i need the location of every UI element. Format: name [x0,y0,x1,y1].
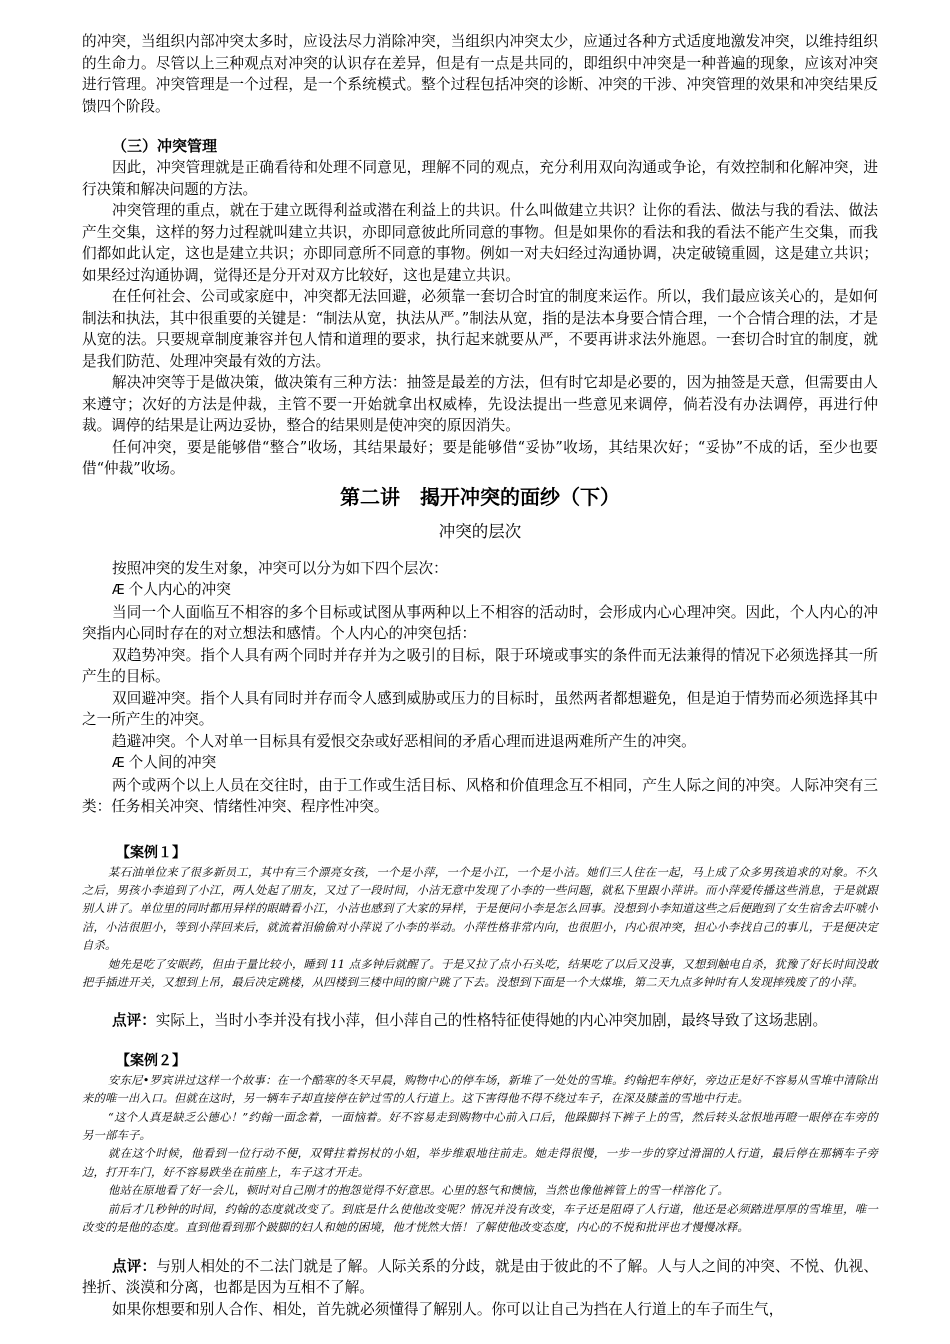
case2-paragraph-4: 他站在原地看了好一会儿，顿时对自己刚才的抱怨觉得不好意思。心里的怒气和懊恼，当然也像他裤管上的雪一样溶化了。 [108,1184,729,1198]
closing-paragraph: 如果你想要和别人合作、相处，首先就必须懂得了解别人。你可以让自己为挡在人行道上的车子而生气， [112,1300,784,1318]
bullet-label: 个人内心的冲突 [128,581,231,598]
lecture-paragraph-3: 双回避冲突。指个人具有同时并存而令人感到威胁或压力的目标时，虽然两者都想避免，但是迫于情势而必须选择其中之一所产生的冲突。 [82,689,878,728]
document-page [82,0,878,1320]
lecture-paragraph-2: 双趋势冲突。指个人具有两个同时并存并为之吸引的目标，限于环境或事实的条件而无法兼得的情况下必须选择其一所产生的目标。 [82,646,878,685]
case2-paragraph-5: 前后才几秒钟的时间，约翰的态度就改变了。到底是什么使他改变呢？情况并没有改变，车子还是阻碍了人行道，他还是必须踏进厚厚的雪堆里，唯一改变的是他的态度。直到他看到那个跛脚的妇人和她的困境，他才恍然大悟！了解使他改变态度，内心的不悦和批评也才慢慢冰释。 [82,1202,878,1235]
bullet-icon: Æ [112,583,125,598]
section-paragraph-1: 因此，冲突管理就是正确看待和处理不同意见，理解不同的观点，充分利用双向沟通或争论，有效控制和化解冲突，进行决策和解决问题的方法。 [82,159,878,198]
case1-comment [82,1010,878,1032]
lecture-paragraph-1: 当同一个人面临互不相容的多个目标或试图从事两种以上不相容的活动时，会形成内心心理冲突。因此，个人内心的冲突指内心同时存在的对立想法和感情。个人内心的冲突包括： [82,603,878,642]
lecture-paragraph-5: 两个或两个以上人员在交往时，由于工作或生活目标、风格和价值理念互不相同，产生人际之间的冲突。人际冲突有三类：任务相关冲突、情绪性冲突、程序性冲突。 [82,776,878,815]
lecture-title: 第二讲 揭开冲突的面纱（下） [340,484,620,509]
comment-text: 与别人相处的不二法门就是了解。人际关系的分歧，就是由于彼此的不了解。人与人之间的冲突、不悦、仇视、挫折、淡漠和分离，也都是因为互相不了解。 [82,1257,878,1296]
bullet-item [112,579,878,602]
section-paragraph-4: 解决冲突等于是做决策，做决策有三种方法：抽签是最差的方法，但有时它却是必要的，因为抽签是天意，但需要由人来遵守；次好的方法是仲裁，主管不要一开始就拿出权威棒，先设法提出一些意见来调停，倘若没有办法调停，再进行仲裁。调停的结果是让两边妥协，整合的结果则是使冲突的原因消失。 [82,374,878,434]
section-paragraph-3: 在任何社会、公司或家庭中，冲突都无法回避，必须靠一套切合时宜的制度来运作。所以，我们最应该关心的，是如何制法和执法，其中很重要的关键是：“制法从宽，执法从严。”制法从宽，指的是法本身要合情合理，一个合情合理的法，才是从宽的法。只要规章制度兼容并包人情和道理的要求，执行起来就要从严，不要再讲求法外施恩。一套切合时宜的制度，就是我们防范、处理冲突最有效的方法。 [82,288,878,370]
comment-label: 点评： [112,1012,156,1030]
case2-title: 【案例２】 [116,1052,186,1069]
bullet-label: 个人间的冲突 [128,754,217,771]
case2-paragraph-2: “这个人真是缺乏公德心！”约翰一面念着，一面恼着。好不容易走到购物中心前入口后，他跺脚抖下裤子上的雪，然后转头忿恨地再瞪一眼停在车旁的另一部车子。 [82,1110,878,1143]
lecture-paragraph-4: 趋避冲突。个人对单一目标具有爱恨交杂或好恶相间的矛盾心理而进退两难所产生的冲突。 [112,732,696,750]
case2-paragraph-3: 就在这个时候，他看到一位行动不便，双臂拄着拐杖的小姐，举步维艰地往前走。她走得很慢，一步一步的穿过滑溜的人行道，最后停在那辆车子旁边，打开车门，好不容易跌坐在前座上，车子这才开走。 [82,1147,878,1179]
comment-label: 点评： [112,1257,157,1275]
lecture-subtitle: 冲突的层次 [438,521,522,541]
case2-paragraph-1: 安东尼•罗宾讲过这样一个故事：在一个酷寒的冬天早晨，购物中心的停车场，新堆了一处处的雪堆。约翰把车停好，旁边正是好不容易从雪堆中清除出来的唯一出入口。但就在这时，另一辆车子却直接停在铲过雪的人行道上。这下害得他不得不绕过车子，在深及膝盖的雪地中行走。 [82,1073,878,1106]
intro-paragraph: 的冲突，当组织内部冲突太多时，应设法尽力消除冲突，当组织内冲突太少，应通过各种方式适度地激发冲突，以维持组织的生命力。尽管以上三种观点对冲突的认识存在差异，但是有一点是共同的，即组织中冲突是一种普遍的现象，应该对冲突进行管理。冲突管理是一个过程，是一个系统模式。整个过程包括冲突的诊断、冲突的干涉、冲突管理的效果和冲突结果反馈四个阶段。 [82,33,878,115]
bullet-icon: Æ [112,756,125,771]
section-paragraph-2: 冲突管理的重点，就在于建立既得利益或潜在利益上的共识。什么叫做建立共识？让你的看法、做法与我的看法、做法产生交集，这样的努力过程就叫建立共识，亦即同意彼此所同意的事物。但是如果你的看法和我的看法不能产生交集，而我们都如此认定，这也是建立共识；亦即同意所不同意的事物。例如一对夫妇经过沟通协调，决定破镜重圆，这是建立共识；如果经过沟通协调，觉得还是分开对双方比较好，这也是建立共识。 [82,202,878,284]
section-paragraph-5: 任何冲突，要是能够借“整合”收场，其结果最好；要是能够借“妥协”收场，其结果次好；“妥协”不成的话，至少也要借“仲裁”收场。 [82,438,878,477]
case2-comment [82,1256,878,1299]
case1-paragraph-2: 她先是吃了安眠药，但由于量比较小，睡到 11 点多钟后就醒了。于是又拉了点小石头吃，结果吃了以后又没事，又想到触电自杀，犹豫了好长时间没敢把手插进开关，又想到上吊，最后决定跳楼，从四楼到三楼中间的窗户跳了下去。没想到下面是一个大煤堆，第二天九点多钟时有人发现摔残废了的小萍。 [82,957,878,989]
bullet-item [112,752,878,775]
comment-text: 实际上，当时小李并没有找小萍，但小萍自己的性格特征使得她的内心冲突加剧，最终导致了这场悲剧。 [155,1012,828,1030]
case1-paragraph-1: 某石油单位来了很多新员工，其中有三个漂亮女孩，一个是小萍，一个是小江，一个是小洁。她们三人住在一起，马上成了众多男孩追求的对象。不久之后，男孩小李追到了小江，两人处起了朋友，又过了一段时间，小洁无意中发现了小李的一些问题，就私下里跟小萍讲。而小萍爱传播这些消息，于是就跟别人讲了。单位里的同时都用异样的眼睛看小江，小洁也感到了大家的异样，于是便问小李是怎么回事。没想到小李知道这些之后便跑到了女生宿舍去吓唬小洁，小洁很胆小，等到小萍回来后，就流着泪偷偷对小萍说了小李的举动。小萍性格非常内向，也很胆小，内心很冲突，担心小李找自己的事儿，于是便决定自杀。 [82,865,878,953]
case1-title: 【案例１】 [116,844,186,861]
lecture-intro: 按照冲突的发生对象，冲突可以分为如下四个层次： [112,559,448,577]
section-heading: （三）冲突管理 [112,137,218,155]
